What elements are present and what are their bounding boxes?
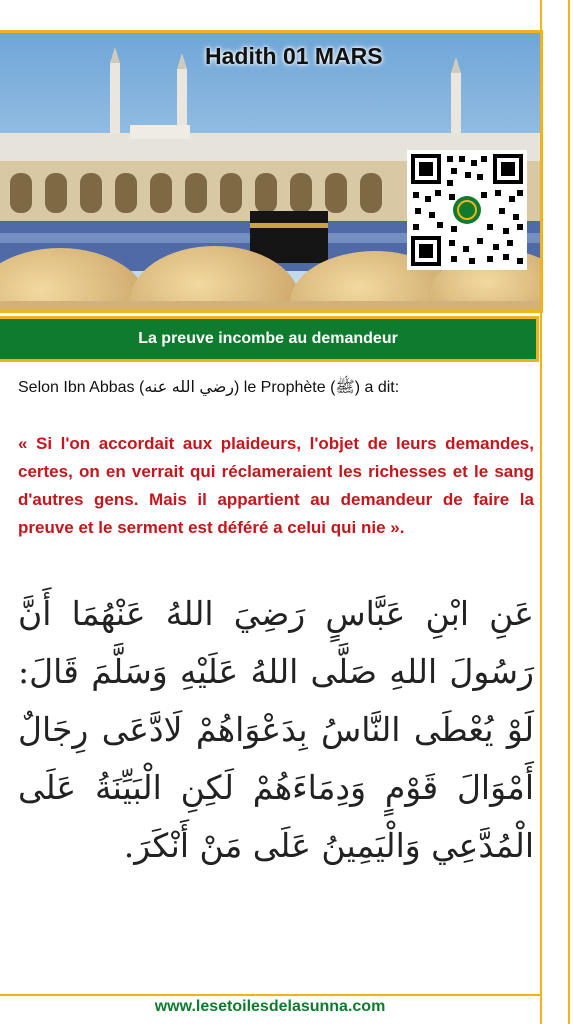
hadith-arabic-text: عَنِ ابْنِ عَبَّاسٍ رَضِيَ اللهُ عَنْهُمَا أَنَّ رَسُولَ اللهِ صَلَّى اللهُ عَلَيْهِ وَسَلَّمَ قَالَ: لَوْ يُعْطَى النَّاسُ بِدَعْوَاهُمْ لَادَّعَى رِجَالٌ أَمْوَالَ قَوْمٍ وَدِمَاءَهُمْ لَكِنِ الْبَيِّنَةُ عَلَى الْمُدَّعِي وَالْيَمِينُ عَلَى مَنْ أَنْكَرَ. [18,594,534,865]
bottom-divider [0,994,542,996]
right-decorative-bar [540,0,570,1024]
intro-honorific: (رضي الله عنه) [138,379,240,396]
intro-suffix: le Prophète (ﷺ) a dit: [243,379,400,396]
intro-prefix: Selon Ibn Abbas [18,379,139,396]
topic-title: La preuve incombe au demandeur [138,330,398,347]
hadith-translation: « Si l'on accordait aux plaideurs, l'objet de leurs demandes, certes, on en verrait qui réclameraient les richesses et le sang d'autres gens. Mais il appartient au demandeur de faire la preuve et le serment est déféré a celui qui nie ». [18,434,534,537]
website-link[interactable]: www.lesetoilesdelasunna.com [154,998,386,1015]
qr-code[interactable] [407,150,527,270]
page-title: Hadith 01 MARS [205,43,383,69]
narrator-intro [18,377,538,400]
topic-banner [0,316,539,362]
header-banner [0,30,543,313]
qr-code-icon [407,150,527,270]
footer-website[interactable] [0,998,540,1016]
